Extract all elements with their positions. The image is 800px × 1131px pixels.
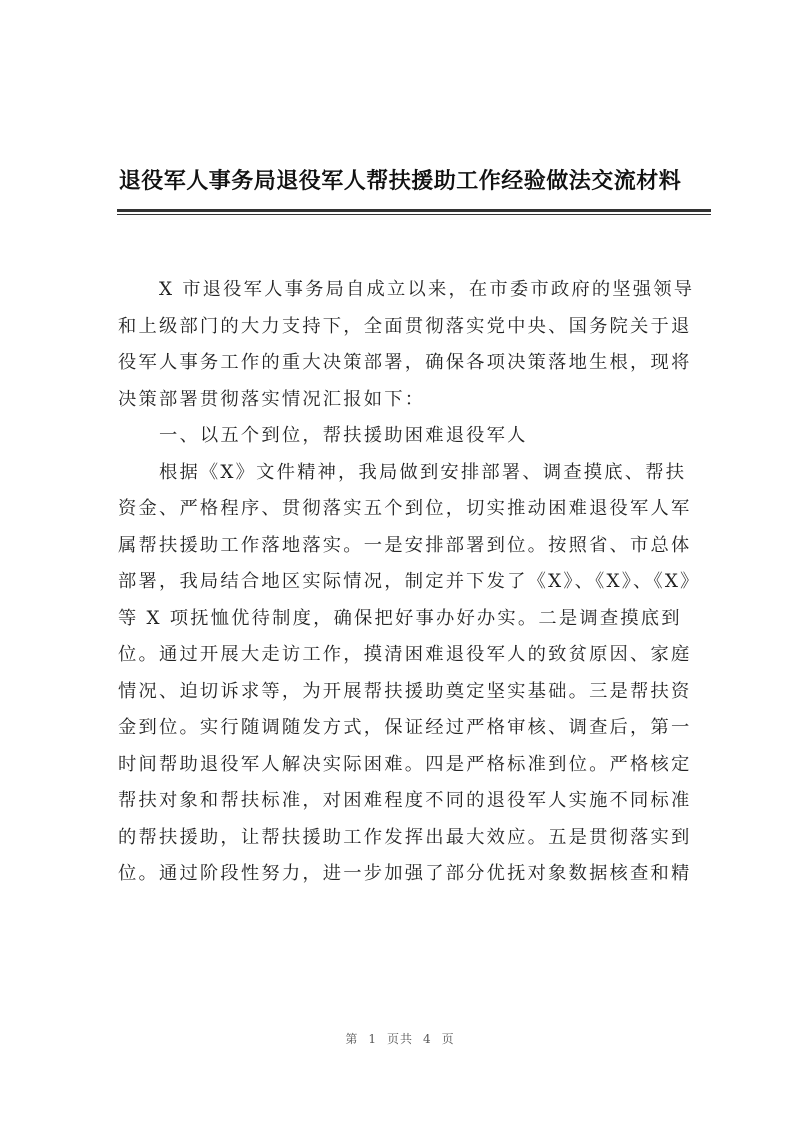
body-line: 情况、迫切诉求等，为开展帮扶援助奠定坚实基础。三是帮扶资 xyxy=(118,680,692,702)
body-line: 部署，我局结合地区实际情况，制定并下发了《X》、《X》、《X》 xyxy=(118,571,701,592)
page-number-total: 4 xyxy=(423,1032,432,1046)
page-footer xyxy=(0,1030,800,1047)
document-title: 退役军人事务局退役军人帮扶援助工作经验做法交流材料 xyxy=(118,168,682,194)
body-line: 的帮扶援助，让帮扶援助工作发挥出最大效应。五是贯彻落实到 xyxy=(118,826,692,848)
body-line: 根据《X》文件精神，我局做到安排部署、调查摸底、帮扶 xyxy=(118,461,687,483)
body-line: 等 X 项抚恤优待制度，确保把好事办好办实。二是调查摸底到 xyxy=(118,607,682,629)
body-line: 属帮扶援助工作落地落实。一是安排部署到位。按照省、市总体 xyxy=(118,534,692,556)
page-label-prefix: 第 xyxy=(345,1032,359,1046)
body-line: 决策部署贯彻落实情况汇报如下： xyxy=(118,388,426,410)
body-line: 金到位。实行随调随发方式，保证经过严格审核、调查后，第一 xyxy=(118,717,692,738)
body-line: 役军人事务工作的重大决策部署，确保各项决策落地生根，现将 xyxy=(118,352,692,373)
section-heading: 一、以五个到位，帮扶援助困难退役军人 xyxy=(118,425,528,446)
page-label-mid: 页共 xyxy=(386,1032,413,1046)
body-line: 位。通过阶段性努力，进一步加强了部分优抚对象数据核查和精 xyxy=(118,863,692,884)
page-number-current: 1 xyxy=(368,1032,377,1046)
page-label-suffix: 页 xyxy=(441,1032,455,1046)
body-line: 和上级部门的大力支持下，全面贯彻落实党中央、国务院关于退 xyxy=(118,315,692,337)
title-divider-thick xyxy=(117,209,711,212)
body-line: 帮扶对象和帮扶标准，对困难程度不同的退役军人实施不同标准 xyxy=(118,790,692,811)
title-divider-thin xyxy=(117,214,711,215)
body-line: X 市退役军人事务局自成立以来，在市委市政府的坚强领导 xyxy=(118,279,695,300)
document-body xyxy=(118,272,713,893)
body-line: 时间帮助退役军人解决实际困难。四是严格标准到位。严格核定 xyxy=(118,753,692,775)
body-line: 资金、严格程序、贯彻落实五个到位，切实推动困难退役军人军 xyxy=(118,498,692,519)
body-line: 位。通过开展大走访工作，摸清困难退役军人的致贫原因、家庭 xyxy=(118,644,692,665)
